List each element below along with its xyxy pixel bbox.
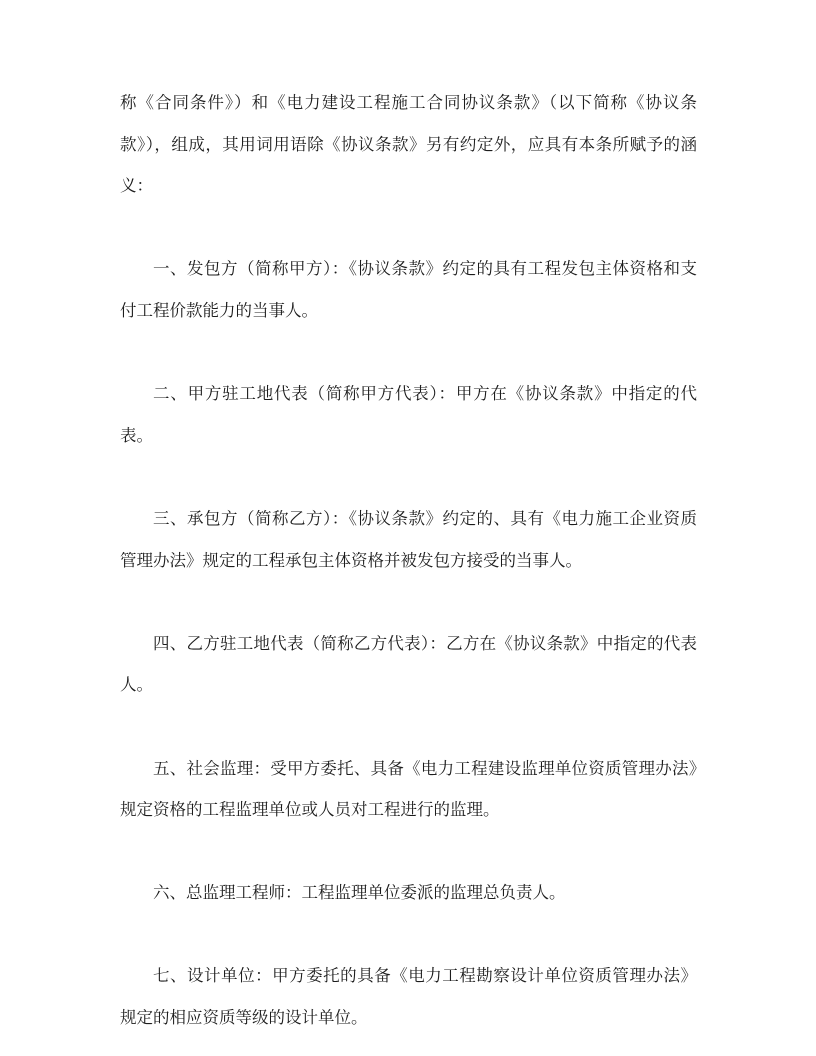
definition-paragraph-7: 七、设计单位：甲方委托的具备《电力工程勘察设计单位资质管理办法》规定的相应资质等级的设计单位。 [120,966,697,1028]
intro-paragraph: 称《合同条件》）和《电力建设工程施工合同协议条款》（以下简称《协议条款》），组成，其用词用语除《协议条款》另有约定外，应具有本条所赋予的涵义： [120,93,697,196]
definition-paragraph-1: 一、发包方（简称甲方）：《协议条款》约定的具有工程发包主体资格和支付工程价款能力的当事人。 [120,259,697,320]
definition-paragraph-6: 六、总监理工程师：工程监理单位委派的监理总负责人。 [153,883,566,903]
document-text-block [120,82,697,1039]
definition-paragraph-4: 四、乙方驻工地代表（简称乙方代表）：乙方在《协议条款》中指定的代表人。 [120,633,697,695]
definition-paragraph-5: 五、社会监理：受甲方委托、具备《电力工程建设监理单位资质管理办法》规定资格的工程监理单位或人员对工程进行的监理。 [120,758,697,820]
definition-paragraph-3: 三、承包方（简称乙方）：《协议条款》约定的、具有《电力施工企业资质管理办法》规定的工程承包主体资格并被发包方接受的当事人。 [120,508,697,570]
definition-paragraph-2: 二、甲方驻工地代表（简称甲方代表）：甲方在《协议条款》中指定的代表。 [120,384,697,445]
